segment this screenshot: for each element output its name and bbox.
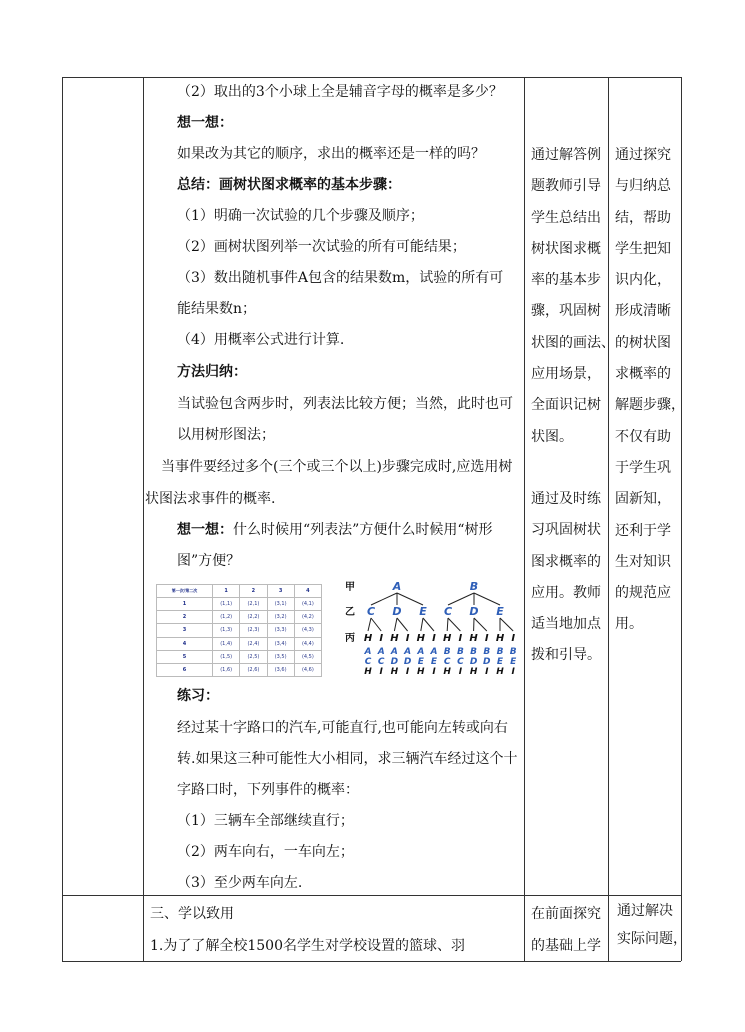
tree-outcome-letter: B xyxy=(443,647,451,657)
tree-outcome-letter: A xyxy=(417,647,425,657)
right-text-line: 于学生巩 xyxy=(615,459,671,476)
grid-header-row xyxy=(157,585,322,598)
grid-cell: 4 xyxy=(157,637,213,650)
tree-diagram xyxy=(340,578,520,680)
tree-outcome-letter: D xyxy=(469,657,478,667)
tree-branch xyxy=(500,618,513,631)
grid-row xyxy=(157,650,322,663)
tree-root-node: A xyxy=(392,580,402,593)
tree-outcome-letter: H xyxy=(417,667,425,677)
method-text-4: 状图法求事件的概率. xyxy=(145,491,276,507)
right-text-line: 生对知识 xyxy=(615,553,671,570)
think-2 xyxy=(177,520,492,540)
tree-level2-node: E xyxy=(419,605,427,618)
think-2-cont: 图”方便？ xyxy=(177,553,241,569)
grid-row xyxy=(157,624,322,637)
tree-outcome-letter: C xyxy=(457,657,464,667)
mid-text-line: 应用场景， xyxy=(531,366,601,383)
step-2: （2）画树状图列举一次试验的所有可能结果； xyxy=(177,239,466,255)
right-text-line: 还利于学 xyxy=(615,522,671,539)
practice-line: 经过某十字路口的汽车,可能直行,也可能向左转或向右 xyxy=(177,720,508,736)
tree-outcome-letter: C xyxy=(364,657,372,667)
tree-outcome-letter: H xyxy=(469,667,478,677)
mid-text-line: 树状图求概 xyxy=(531,240,601,257)
mid-text-line: 学生总结出 xyxy=(531,209,601,226)
tree-outcome-letter: I xyxy=(379,667,383,677)
grid-cell: (4,1) xyxy=(294,598,321,611)
think-text: 如果改为其它的顺序，求出的概率还是一样的吗？ xyxy=(177,146,485,162)
grid-header-cell: 4 xyxy=(294,585,321,598)
grid-cell: (2,5) xyxy=(240,650,267,663)
grid-cell: (1,3) xyxy=(213,624,240,637)
tree-outcome-letter: I xyxy=(511,667,515,677)
grid-cell: (1,4) xyxy=(213,637,240,650)
tree-level3-node: I xyxy=(484,633,489,644)
tree-outcome-letter: A xyxy=(404,647,412,657)
tree-outcome-letter: B xyxy=(509,647,517,657)
tree-outcome-letter: E xyxy=(430,657,438,667)
practice-heading: 练习： xyxy=(177,688,219,704)
mid-column-block-2 xyxy=(531,484,601,672)
grid-cell: (1,1) xyxy=(213,598,240,611)
tree-branch xyxy=(368,618,371,631)
right-bottom-line: 通过解决 xyxy=(617,903,673,919)
tree-outcome-letter: H xyxy=(443,667,451,677)
practice-line: （1）三辆车全部继续直行； xyxy=(177,813,354,829)
tree-outcome-letter: E xyxy=(496,657,504,667)
grid-cell: 2 xyxy=(157,611,213,624)
grid-cell: (3,3) xyxy=(267,624,294,637)
method-text-2: 以用树形图法； xyxy=(177,427,275,443)
tree-level3-node: H xyxy=(443,633,452,644)
grid-cell: 5 xyxy=(157,650,213,663)
tree-level3-node: I xyxy=(511,633,516,644)
mid-text-line: 率的基本步 xyxy=(531,272,601,289)
method-heading: 方法归纳： xyxy=(177,364,247,380)
right-text-line: 形成清晰 xyxy=(615,303,671,320)
tree-branch xyxy=(371,593,397,605)
grid-cell: 6 xyxy=(157,663,213,676)
tree-level3-node: H xyxy=(363,633,373,644)
mid-text-line: 状图。 xyxy=(531,428,573,445)
tree-outcome-letter: E xyxy=(417,657,424,667)
tree-outcome-letter: E xyxy=(510,657,517,667)
tree-level3-node: I xyxy=(379,633,384,644)
table-border-left xyxy=(62,77,63,961)
grid-cell: (2,4) xyxy=(240,637,267,650)
grid-cell: (3,2) xyxy=(267,611,294,624)
grid-cell: (1,2) xyxy=(213,611,240,624)
grid-row xyxy=(157,637,322,650)
tree-branch xyxy=(447,618,448,631)
grid-cell: (3,6) xyxy=(267,663,294,676)
right-text-line: 识内化， xyxy=(615,272,671,289)
table-border-top xyxy=(62,77,681,78)
tree-branch xyxy=(371,618,381,631)
tree-branch xyxy=(474,618,487,631)
outcome-grid-table xyxy=(156,584,322,677)
step-4: （4）用概率公式进行计算. xyxy=(177,332,345,348)
right-text-line: 的规范应 xyxy=(615,585,671,602)
table-divider-1 xyxy=(143,77,144,961)
mid-bottom-line: 在前面探究 xyxy=(531,906,601,922)
tree-outcome-letter: C xyxy=(377,657,385,667)
method-text-3: 当事件要经过多个(三个或三个以上)步骤完成时,应选用树 xyxy=(161,459,513,475)
tree-level2-node: E xyxy=(496,605,504,618)
grid-cell: (1,5) xyxy=(213,650,240,663)
tree-level2-node: D xyxy=(392,605,402,618)
tree-level2-node: C xyxy=(366,605,376,618)
right-text-line: 结，帮助 xyxy=(615,209,671,226)
tree-outcome-letter: D xyxy=(390,657,399,667)
tree-outcome-letter: A xyxy=(377,647,385,657)
tree-level-label: 丙 xyxy=(345,633,355,644)
tree-outcome-letter: I xyxy=(405,667,410,677)
tree-outcome-letter: H xyxy=(496,667,504,677)
mid-column-block-1 xyxy=(531,140,615,453)
table-divider-2 xyxy=(524,77,525,961)
tree-level3-node: H xyxy=(469,633,478,644)
tree-level2-node: D xyxy=(469,605,479,618)
method-text-1: 当试验包含两步时，列表法比较方便；当然，此时也可 xyxy=(177,396,513,412)
tree-branch xyxy=(397,618,408,631)
right-text-line: 学生把知 xyxy=(615,240,671,257)
tree-root-node: B xyxy=(469,580,479,593)
tree-outcome-letter: A xyxy=(364,647,372,657)
tree-outcome-letter: I xyxy=(485,667,489,677)
tree-outcome-letter: C xyxy=(443,657,451,667)
grid-row xyxy=(157,611,322,624)
question-2: （2）取出的3个小球上全是辅音字母的概率是多少？ xyxy=(177,84,503,100)
tree-outcome-letter: B xyxy=(496,647,504,657)
tree-outcome-letter: A xyxy=(430,647,438,657)
tree-branch xyxy=(423,618,434,631)
step-3: （3）数出随机事件A包含的结果数m，试验的所有可 xyxy=(177,270,504,286)
grid-cell: (2,1) xyxy=(240,598,267,611)
right-text-line: 用。 xyxy=(615,616,643,633)
mid-text-line: 拨和引导。 xyxy=(531,647,601,664)
tree-branch xyxy=(448,593,474,605)
grid-header-cell: 2 xyxy=(240,585,267,598)
table-row-divider xyxy=(62,895,681,896)
mid-text-line: 通过解答例 xyxy=(531,147,601,163)
right-bottom-line: 实际问题， xyxy=(617,931,687,947)
grid-cell: (1,6) xyxy=(213,663,240,676)
think-2-heading: 想一想： xyxy=(177,522,233,538)
right-text-line: 固新知， xyxy=(615,491,671,508)
tree-outcome-letter: B xyxy=(470,647,478,657)
tree-outcome-letter: D xyxy=(403,657,412,667)
right-text-line: 求概率的 xyxy=(615,366,671,383)
mid-text-line: 适当地加点 xyxy=(531,616,601,633)
tree-outcome-letter: B xyxy=(483,647,491,657)
tree-outcome-letter: H xyxy=(390,667,399,677)
grid-cell: (3,5) xyxy=(267,650,294,663)
grid-header-cell: 3 xyxy=(267,585,294,598)
step-3-cont: 能结果数n； xyxy=(177,301,257,317)
section-heading: 三、学以致用 xyxy=(150,906,234,922)
tree-level-label: 甲 xyxy=(345,582,355,593)
grid-cell: (4,2) xyxy=(294,611,321,624)
mid-text-line: 图求概率的 xyxy=(531,553,601,570)
table-border-bottom xyxy=(62,961,681,962)
grid-header-cell: 第一次/第二次 xyxy=(157,585,213,598)
mid-text-line: 题教师引导 xyxy=(531,178,601,195)
grid-cell: (2,2) xyxy=(240,611,267,624)
summary-heading: 总结：画树状图求概率的基本步骤： xyxy=(177,177,401,193)
mid-text-line: 骤，巩固树 xyxy=(531,303,601,320)
grid-cell: (4,6) xyxy=(294,663,321,676)
tree-outcome-letter: I xyxy=(432,667,436,677)
grid-cell: (4,5) xyxy=(294,650,321,663)
grid-cell: 1 xyxy=(157,598,213,611)
mid-text-line: 习巩固树状 xyxy=(531,522,601,539)
tree-level2-node: C xyxy=(443,605,453,618)
right-text-line: 与归纳总 xyxy=(615,178,671,195)
right-text-line: 通过探究 xyxy=(615,147,671,163)
tree-outcome-letter: A xyxy=(390,647,398,657)
tree-branch xyxy=(394,618,397,631)
think-2-question: 什么时候用“列表法”方便什么时候用“树形 xyxy=(233,522,493,538)
tree-level3-node: I xyxy=(405,633,410,644)
practice-line: （2）两车向右，一车向左； xyxy=(177,844,354,860)
right-text-line: 不仅有助 xyxy=(615,428,671,445)
exercise-1-text: 1.为了了解全校1500名学生对学校设置的篮球、羽 xyxy=(150,938,465,954)
grid-row xyxy=(157,598,322,611)
mid-text-line: 全面识记树 xyxy=(531,397,601,414)
tree-level3-node: I xyxy=(458,633,463,644)
tree-level3-node: H xyxy=(416,633,425,644)
think-heading: 想一想： xyxy=(177,115,233,131)
tree-branch xyxy=(474,593,500,605)
tree-level3-node: H xyxy=(495,633,505,644)
mid-text-line: 状图的画法、 xyxy=(531,334,615,351)
step-1: （1）明确一次试验的几个步骤及顺序； xyxy=(177,208,424,224)
practice-line: 字路口时，下列事件的概率： xyxy=(177,782,359,798)
right-text-line: 的树状图 xyxy=(615,334,671,351)
practice-line: 转.如果这三种可能性大小相同，求三辆汽车经过这个十 xyxy=(177,751,518,767)
practice-line: （3）至少两车向左. xyxy=(177,875,303,891)
right-column-block xyxy=(615,140,685,641)
grid-cell: (2,3) xyxy=(240,624,267,637)
right-text-line: 解题步骤， xyxy=(615,397,685,414)
tree-level3-node: I xyxy=(432,633,436,644)
tree-branch xyxy=(397,593,423,605)
tree-level3-node: H xyxy=(390,633,399,644)
tree-branch xyxy=(421,618,423,631)
grid-row xyxy=(157,663,322,676)
mid-text-line: 通过及时练 xyxy=(531,491,601,507)
tree-outcome-letter: H xyxy=(364,667,372,677)
tree-outcome-letter: D xyxy=(483,657,491,667)
grid-cell: (2,6) xyxy=(240,663,267,676)
grid-header-cell: 1 xyxy=(213,585,240,598)
mid-bottom-line: 的基础上学 xyxy=(531,938,601,954)
tree-level-label: 乙 xyxy=(345,607,355,618)
grid-cell: (4,4) xyxy=(294,637,321,650)
tree-branch xyxy=(448,618,460,631)
grid-cell: (4,3) xyxy=(294,624,321,637)
grid-cell: (3,4) xyxy=(267,637,294,650)
grid-cell: 3 xyxy=(157,624,213,637)
mid-text-line: 应用。教师 xyxy=(531,584,601,601)
tree-outcome-letter: B xyxy=(456,647,464,657)
tree-outcome-letter: I xyxy=(458,667,463,677)
grid-cell: (3,1) xyxy=(267,598,294,611)
